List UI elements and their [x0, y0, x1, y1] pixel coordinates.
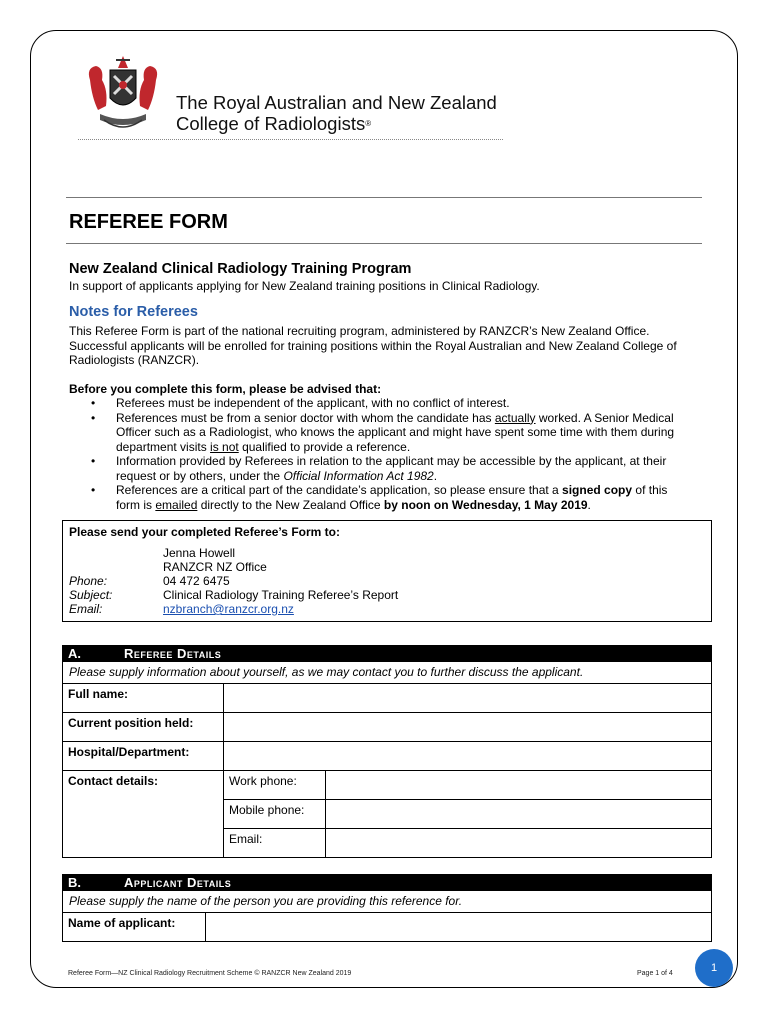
send-heading: Please send your completed Referee’s Form to: — [69, 525, 340, 539]
org-name — [176, 92, 497, 134]
advise-heading: Before you complete this form, please be advised that: — [69, 382, 382, 396]
position-input[interactable] — [224, 713, 712, 742]
notes-paragraph: This Referee Form is part of the national recruiting program, administered by RANZCR’s New Zealand Office. Successful applicants will be enrolled for training positions within the Royal Australian and New Zealand College of Radiologists (RANZCR). — [69, 324, 677, 367]
applicant-details-table — [62, 912, 712, 942]
advice-item: • Referees must be independent of the applicant, with no conflict of interest. — [91, 396, 510, 410]
subject-label: Subject: — [69, 588, 113, 602]
advice-item: • Information provided by Referees in relation to the applicant may be accessible by the applicant, at their request or by others, under the Official Information Act 1982. — [91, 454, 667, 483]
full-name-label: Full name: — [63, 684, 224, 713]
contact-email-input[interactable] — [326, 829, 712, 858]
full-name-input[interactable] — [224, 684, 712, 713]
subject-value: Clinical Radiology Training Referee’s Report — [163, 588, 399, 602]
advice-item: • References are a critical part of the candidate’s application, so please ensure that a signed copy of this form is emailed directly to the New Zealand Office by noon on Wednesday, 1 May 2019. — [91, 483, 668, 512]
mobile-phone-label: Mobile phone: — [224, 800, 326, 829]
contact-email-label: Email: — [224, 829, 326, 858]
phone-label: Phone: — [69, 574, 108, 588]
hospital-label: Hospital/Department: — [63, 742, 224, 771]
section-b-note: Please supply the name of the person you are providing this reference for. — [62, 891, 712, 912]
page-badge: 1 — [695, 949, 733, 987]
advice-list — [69, 396, 694, 512]
email-label: Email: — [69, 602, 103, 616]
send-to-box — [62, 520, 712, 622]
table-row — [63, 771, 712, 800]
hospital-input[interactable] — [224, 742, 712, 771]
section-b-applicant-details — [62, 874, 712, 942]
referee-details-table — [62, 683, 712, 858]
program-heading: New Zealand Clinical Radiology Training Program — [69, 261, 412, 277]
program-subtext: In support of applicants applying for New Zealand training positions in Clinical Radiology. — [69, 279, 540, 293]
section-b-title: Applicant Details — [124, 875, 232, 890]
footer-text: Referee Form—NZ Clinical Radiology Recruitment Scheme © RANZCR New Zealand 2019 — [68, 970, 352, 977]
org-name-line2: College of Radiologists® — [176, 113, 372, 134]
registered-mark: ® — [365, 119, 372, 128]
notes-heading: Notes for Referees — [69, 304, 198, 320]
table-row — [63, 713, 712, 742]
section-a-letter: A. — [68, 646, 81, 661]
table-row — [63, 742, 712, 771]
section-a-title: Referee Details — [124, 646, 222, 661]
send-office: RANZCR NZ Office — [163, 560, 267, 574]
logo-dotted-divider — [78, 139, 503, 140]
title-top-rule — [66, 197, 702, 198]
table-row — [63, 913, 712, 942]
college-crest-logo — [80, 50, 166, 136]
page-number: Page 1 of 4 — [637, 970, 673, 977]
section-b-letter: B. — [68, 875, 81, 890]
applicant-name-label: Name of applicant: — [63, 913, 206, 942]
table-row — [63, 684, 712, 713]
section-a-note: Please supply information about yourself, as we may contact you to further discuss the applicant. — [62, 662, 712, 683]
work-phone-label: Work phone: — [224, 771, 326, 800]
position-label: Current position held: — [63, 713, 224, 742]
send-contact-name: Jenna Howell — [163, 546, 236, 560]
mobile-phone-input[interactable] — [326, 800, 712, 829]
contact-details-label: Contact details: — [63, 771, 224, 858]
section-a-referee-details — [62, 645, 712, 858]
phone-value: 04 472 6475 — [163, 574, 230, 588]
form-title: REFEREE FORM — [69, 211, 228, 233]
section-a-header — [62, 645, 712, 662]
advice-item: • References must be from a senior doctor with whom the candidate has actually worked. A Senior Medical Officer such as a Radiologist, who knows the applicant and might have spent some time with them during department visits is not qualified to provide a reference. — [91, 410, 675, 454]
section-b-header — [62, 874, 712, 891]
org-name-line1: The Royal Australian and New Zealand — [176, 92, 497, 113]
title-bottom-rule — [66, 243, 702, 244]
work-phone-input[interactable] — [326, 771, 712, 800]
email-link[interactable]: nzbranch@ranzcr.org.nz — [163, 602, 294, 616]
applicant-name-input[interactable] — [206, 913, 712, 942]
